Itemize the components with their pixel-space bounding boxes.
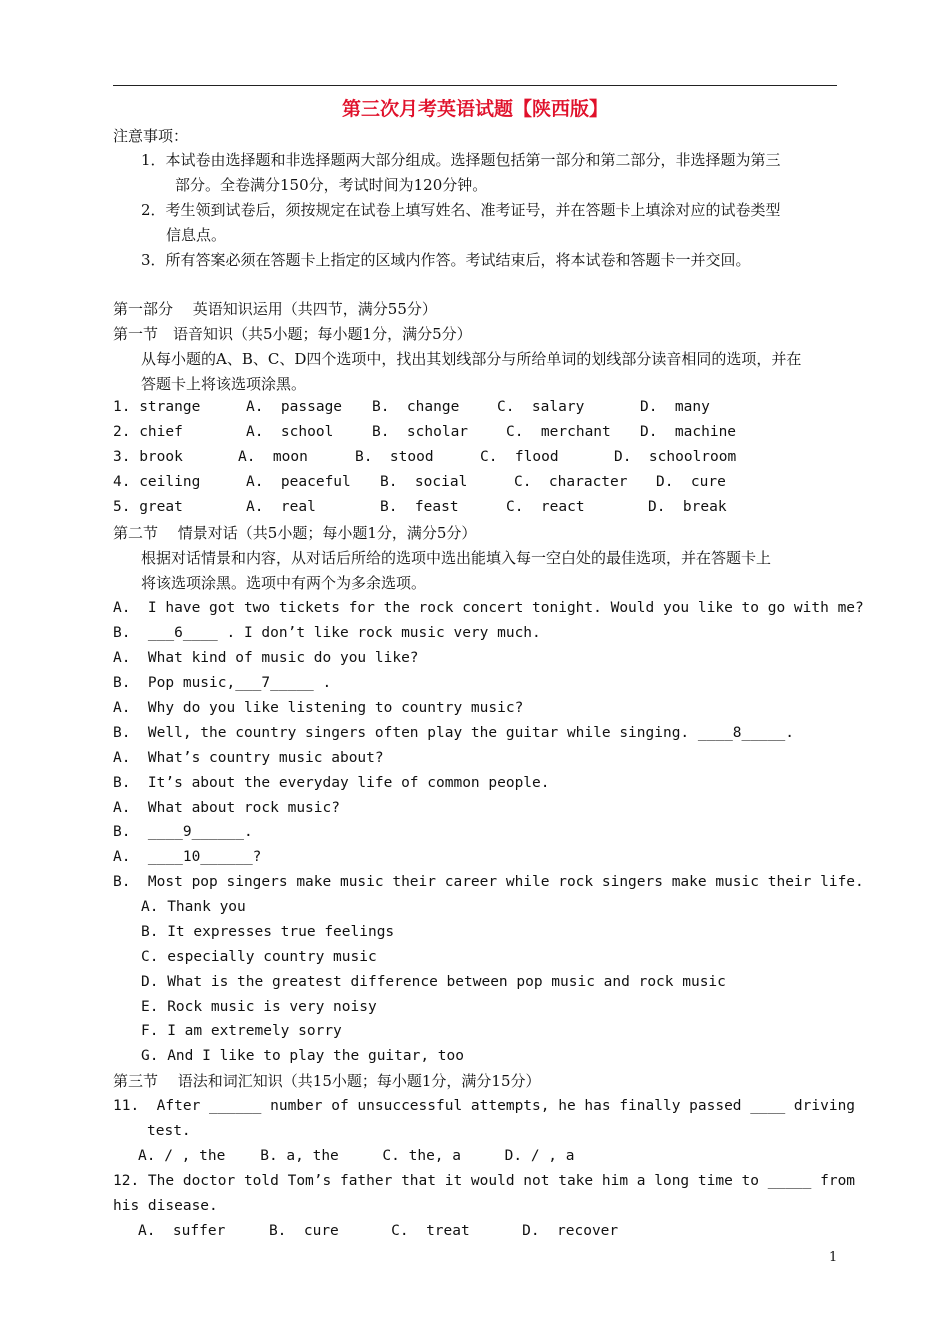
dialogue-option: F. I am extremely sorry xyxy=(141,1023,342,1039)
option-d: D. schoolroom xyxy=(614,449,737,465)
option-d: D. break xyxy=(648,499,727,515)
option-a: A. school xyxy=(246,424,334,440)
question-word: 1. strange xyxy=(113,399,201,415)
dialogue-option: G. And I like to play the guitar, too xyxy=(141,1048,465,1064)
notice-item: 3．所有答案必须在答题卡上指定的区域内作答。考试结束后，将本试卷和答题卡一并交回。 xyxy=(141,251,751,269)
option-d: D. machine xyxy=(640,424,737,440)
dialogue-line: B. Well, the country singers often play the guitar while singing. ____8_____. xyxy=(113,725,794,741)
option-c: C. salary xyxy=(497,399,585,415)
question-12: 12. The doctor told Tom’s father that it would not take him a long time to _____ from xyxy=(113,1173,856,1189)
question-11-options: A. / , the B. a, the C. the, a D. / , a xyxy=(138,1148,575,1164)
option-b: B. feast xyxy=(380,499,459,515)
dialogue-option: A. Thank you xyxy=(141,899,246,915)
dialogue-line: A. What’s country music about? xyxy=(113,750,384,766)
question-word: 4. ceiling xyxy=(113,474,201,490)
section2-instruction: 根据对话情景和内容，从对话后所给的选项中选出能填入每一空白处的最佳选项，并在答题卡上 xyxy=(141,549,772,567)
option-a: A. moon xyxy=(238,449,308,465)
question-12-cont: his disease. xyxy=(113,1198,218,1214)
dialogue-line: B. Pop music,___7_____ . xyxy=(113,675,332,691)
option-b: B. scholar xyxy=(372,424,469,440)
notice-item: 1．本试卷由选择题和非选择题两大部分组成。选择题包括第一部分和第二部分，非选择题为第三 xyxy=(141,151,781,169)
header-rule xyxy=(113,85,837,86)
option-b: B. stood xyxy=(355,449,434,465)
dialogue-line: B. It’s about the everyday life of common people. xyxy=(113,775,550,791)
dialogue-line: A. I have got two tickets for the rock concert tonight. Would you like to go with me? xyxy=(113,600,864,616)
section1-instruction: 从每小题的A、B、C、D四个选项中，找出其划线部分与所给单词的划线部分读音相同的选项，并在 xyxy=(141,350,802,368)
dialogue-line: B. ___6____ . I don’t like rock music very much. xyxy=(113,625,541,641)
option-a: A. peaceful xyxy=(246,474,351,490)
section1-instruction: 答题卡上将该选项涂黑。 xyxy=(141,375,307,393)
dialogue-option: D. What is the greatest difference between pop music and rock music xyxy=(141,974,726,990)
option-b: B. change xyxy=(372,399,460,415)
dialogue-line: B. Most pop singers make music their career while rock singers make music their life. xyxy=(113,874,864,890)
dialogue-line: A. Why do you like listening to country music? xyxy=(113,700,524,716)
notice-heading: 注意事项： xyxy=(113,127,189,145)
question-word: 3. brook xyxy=(113,449,183,465)
notice-item: 信息点。 xyxy=(166,226,227,244)
question-11-cont: test. xyxy=(147,1123,191,1139)
option-c: C. merchant xyxy=(506,424,611,440)
dialogue-line: A. ____10______? xyxy=(113,849,262,865)
question-word: 2. chief xyxy=(113,424,183,440)
part1-heading: 第一部分 英语知识运用（共四节，满分55分） xyxy=(113,300,437,318)
question-word: 5. great xyxy=(113,499,183,515)
notice-item: 2．考生领到试卷后，须按规定在试卷上填写姓名、准考证号，并在答题卡上填涂对应的试卷类型 xyxy=(141,201,781,219)
dialogue-option: B. It expresses true feelings xyxy=(141,924,395,940)
option-b: B. social xyxy=(380,474,468,490)
section2-heading: 第二节 情景对话（共5小题；每小题1分，满分5分） xyxy=(113,524,477,542)
page-number: 1 xyxy=(829,1250,838,1265)
option-d: D. many xyxy=(640,399,710,415)
dialogue-line: A. What about rock music? xyxy=(113,800,340,816)
option-c: C. react xyxy=(506,499,585,515)
question-11: 11. After ______ number of unsuccessful attempts, he has finally passed ____ driving xyxy=(113,1098,856,1114)
dialogue-line: B. ____9______. xyxy=(113,824,253,840)
section1-heading: 第一节 语音知识（共5小题；每小题1分，满分5分） xyxy=(113,325,472,343)
dialogue-line: A. What kind of music do you like? xyxy=(113,650,419,666)
section2-instruction: 将该选项涂黑。选项中有两个为多余选项。 xyxy=(141,574,427,592)
option-c: C. flood xyxy=(480,449,559,465)
section3-heading: 第三节 语法和词汇知识（共15小题；每小题1分，满分15分） xyxy=(113,1072,541,1090)
dialogue-option: E. Rock music is very noisy xyxy=(141,999,377,1015)
option-c: C. character xyxy=(514,474,628,490)
page-title: 第三次月考英语试题【陕西版】 xyxy=(341,98,608,120)
question-12-options: A. suffer B. cure C. treat D. recover xyxy=(138,1223,619,1239)
option-a: A. real xyxy=(246,499,316,515)
notice-item: 部分。全卷满分150分，考试时间为120分钟。 xyxy=(175,176,488,194)
option-a: A. passage xyxy=(246,399,343,415)
dialogue-option: C. especially country music xyxy=(141,949,377,965)
option-d: D. cure xyxy=(656,474,726,490)
